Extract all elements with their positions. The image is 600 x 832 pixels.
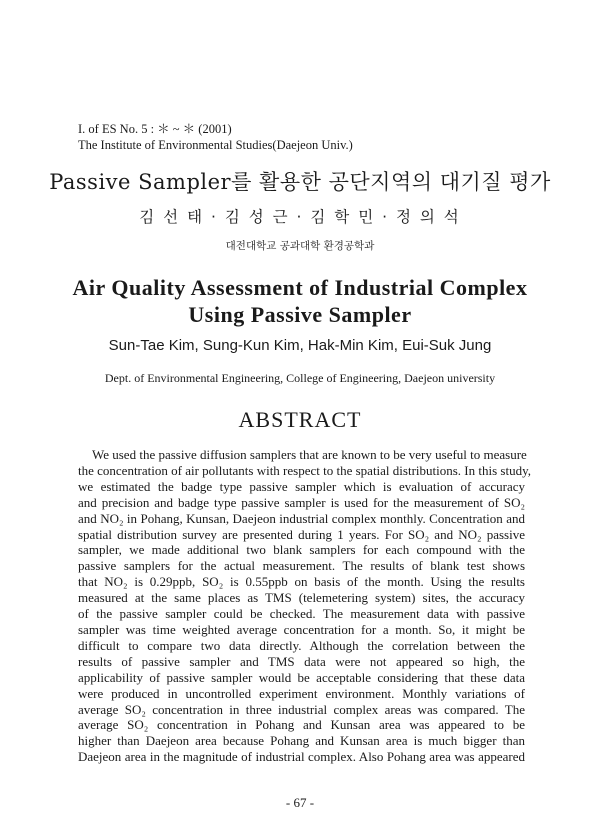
abstract-line: spatial distribution survey are presented during 1 years. For SO₂ and NO₂ passive — [78, 526, 525, 542]
abstract-body — [78, 447, 531, 765]
journal-header — [78, 121, 353, 153]
abstract-line: We used the passive diffusion samplers that are known to be very useful to measure — [92, 447, 527, 462]
abstract-line: sampler, we made additional two blank samplers for each compound with the — [78, 542, 525, 558]
english-authors: Sun-Tae Kim, Sung-Kun Kim, Hak-Min Kim, Eui-Suk Jung — [108, 337, 492, 354]
abstract-line: and NO₂ in Pohang, Kunsan, Daejeon industrial complex monthly. Concentration and — [78, 510, 525, 526]
abstract-line: average SO₂ concentration in Pohang and Kunsan area was appeared to be — [78, 717, 525, 733]
abstract-line: were produced in uncontrolled experiment environment. Monthly variations of — [78, 685, 525, 701]
english-title — [0, 274, 600, 328]
korean-authors: 김 선 태 · 김 성 근 · 김 학 민 · 정 의 석 — [139, 208, 461, 226]
abstract-line: Daejeon area in the magnitude of industrial complex. Also Pohang area was appeared — [78, 749, 525, 765]
english-title-line-2: Using Passive Sampler — [188, 302, 412, 327]
abstract-line: that NO₂ is 0.29ppb, SO₂ is 0.55ppb on basis of the month. Using the results — [78, 574, 525, 590]
korean-affiliation: 대전대학교 공과대학 환경공학과 — [225, 240, 375, 252]
abstract-line: higher than Daejeon area because Pohang and Kunsan area is much bigger than — [78, 733, 525, 749]
abstract-line: of the passive sampler could be checked. The measurement data with passive — [78, 606, 525, 622]
korean-title: Passive Sampler를 활용한 공단지역의 대기질 평가 — [49, 170, 551, 194]
english-title-line-1: Air Quality Assessment of Industrial Complex — [72, 275, 528, 300]
abstract-heading: ABSTRACT — [238, 407, 362, 432]
abstract-line: applicability of passive sampler would be acceptable considering that these data — [78, 669, 525, 685]
abstract-line: we estimated the badge type passive sampler which is evaluation of accuracy — [78, 478, 525, 494]
abstract-line: passive samplers for the actual measurement. The results of blank test shows — [78, 558, 525, 574]
abstract-line: average SO₂ concentration in three industrial complex areas was compared. The — [78, 701, 525, 717]
journal-citation: I. of ES No. 5 : ＊ ~ ＊ (2001) — [78, 122, 232, 136]
english-affiliation: Dept. of Environmental Engineering, College of Engineering, Daejeon university — [104, 371, 496, 385]
abstract-line: difficult to compare two data directly. Although the correlation between the — [78, 637, 525, 653]
abstract-line: the concentration of air pollutants with respect to the spatial distributions. In this study, — [78, 462, 531, 478]
abstract-line: results of passive sampler and TMS data were not appeared so high, the — [78, 653, 525, 669]
abstract-line: measured at the same places as TMS (telemetering system) sites, the accuracy — [78, 590, 525, 606]
abstract-line: sampler was time weighted average concentration for a month. So, it might be — [78, 621, 525, 637]
page-number: - 67 - — [285, 795, 315, 810]
abstract-line: and precision and badge type passive sampler is used for the measurement of SO₂ — [78, 494, 525, 510]
institute-name: The Institute of Environmental Studies(Daejeon Univ.) — [78, 138, 353, 152]
